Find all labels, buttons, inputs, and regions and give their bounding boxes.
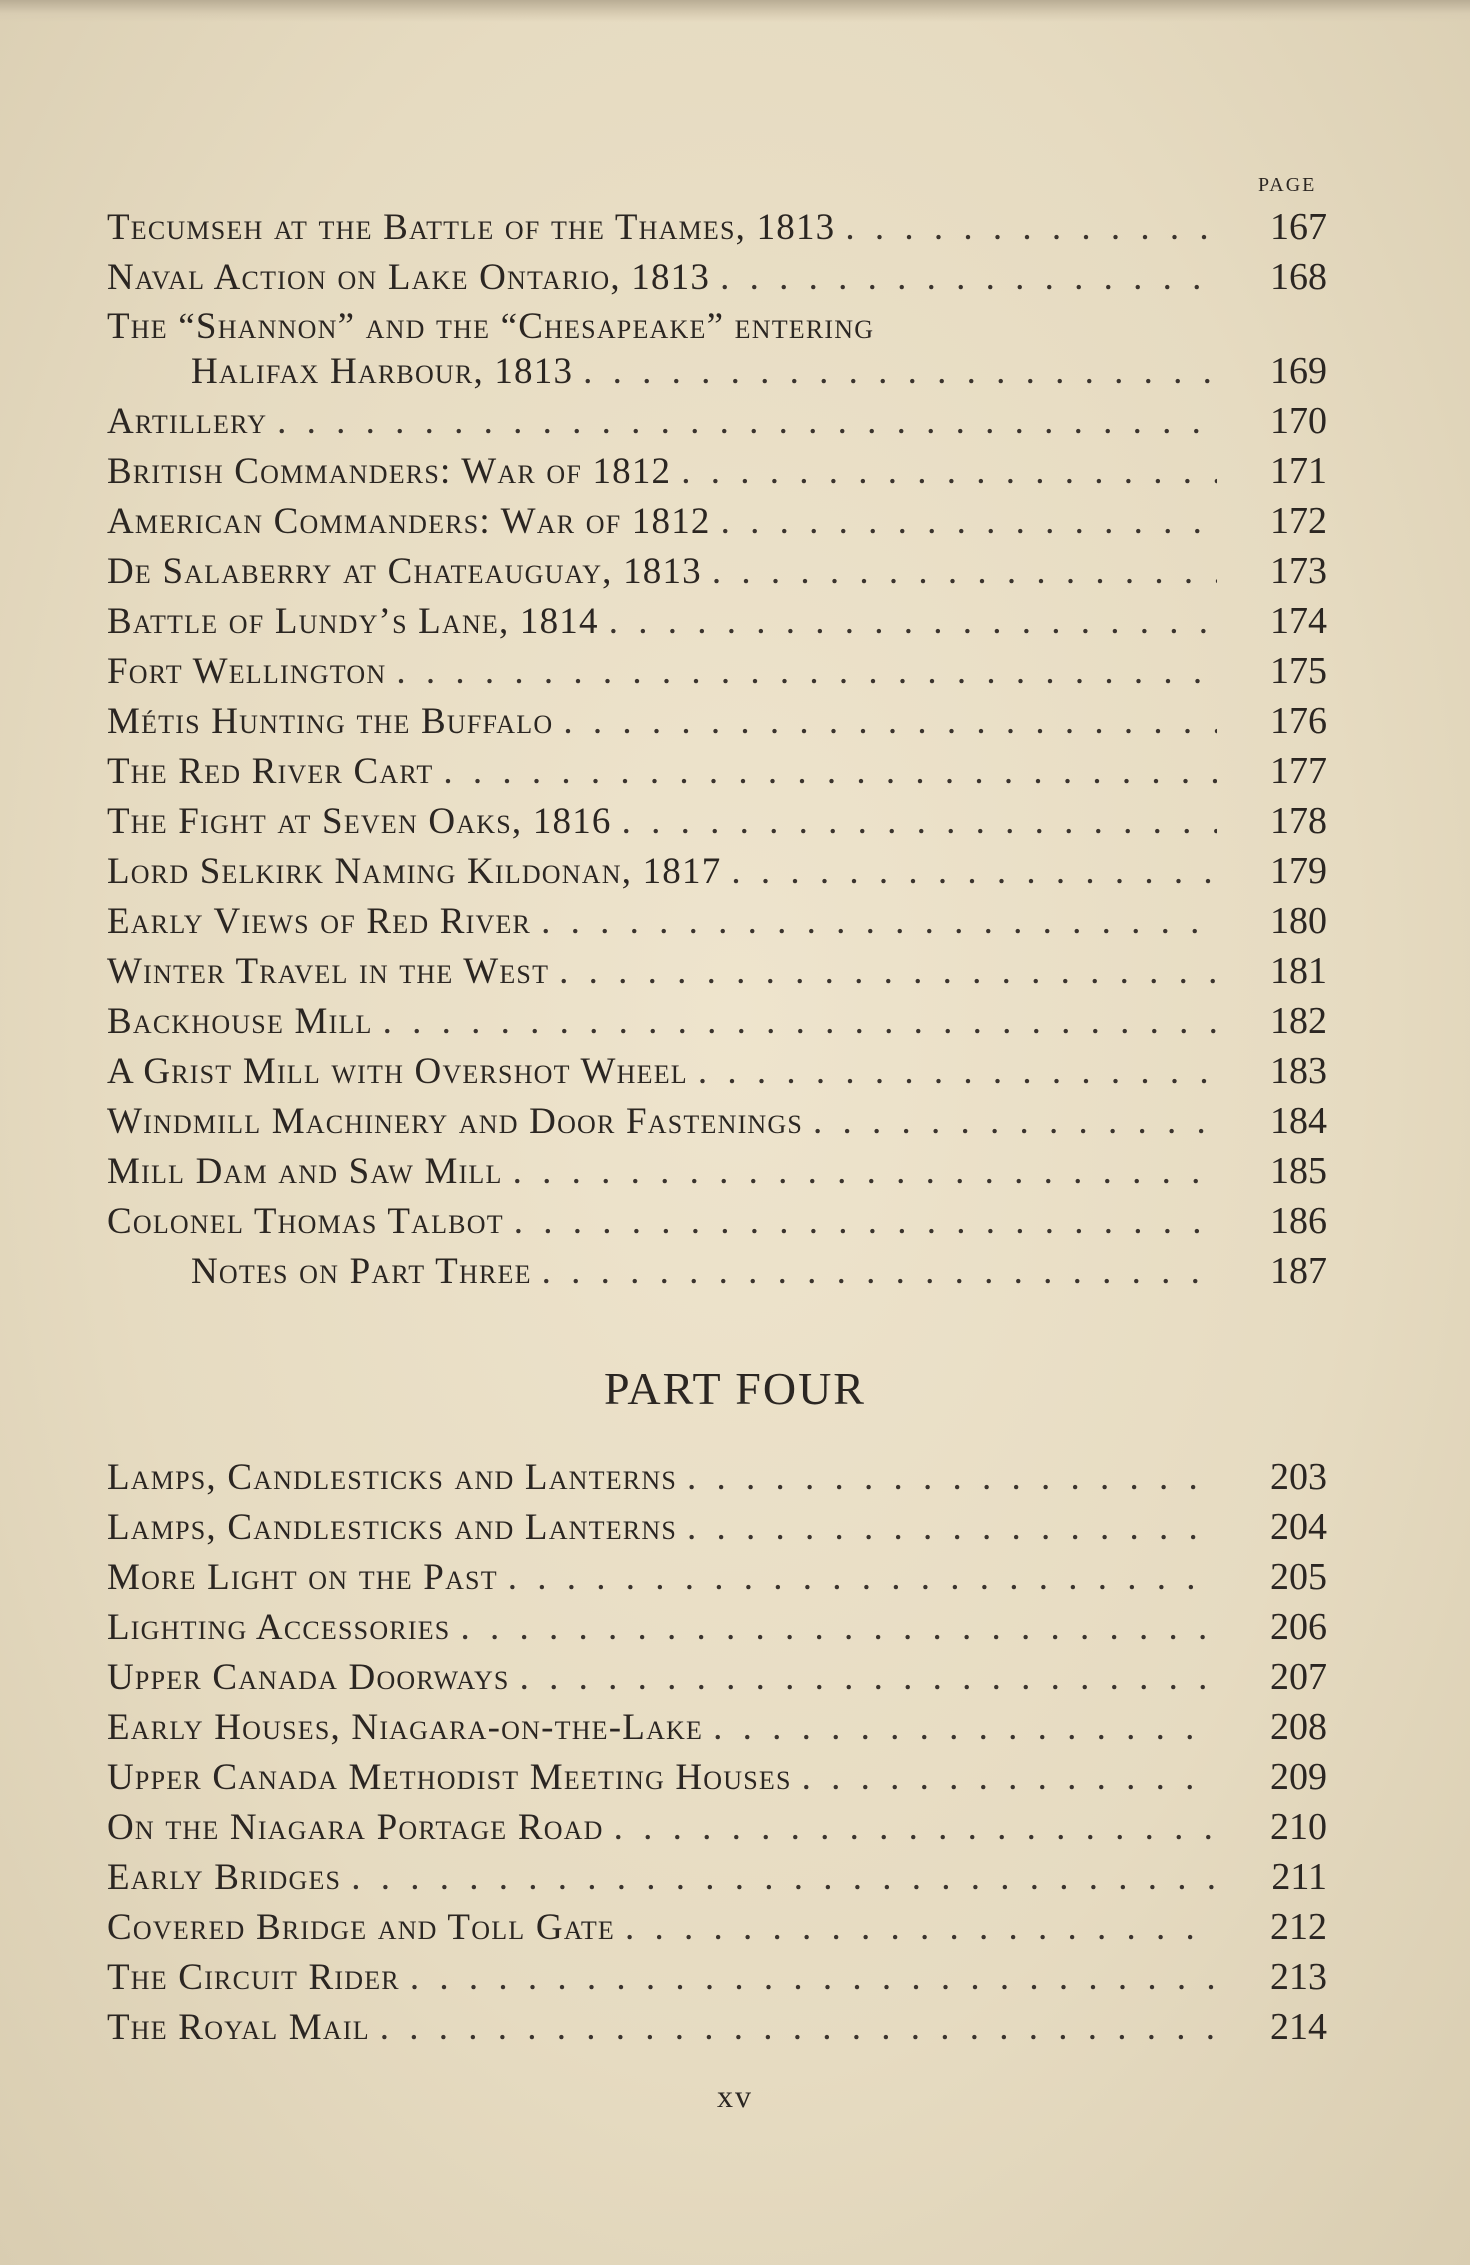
toc-entry	[107, 946, 1327, 996]
part-four-heading: PART FOUR	[604, 1363, 866, 1414]
toc-entry-title: Mill Dam and Saw Mill	[107, 1151, 503, 1192]
toc-entry-page: 180	[1270, 900, 1327, 942]
toc-entry-page: 181	[1270, 950, 1327, 992]
toc-entry	[107, 1852, 1327, 1902]
dot-leader	[688, 1047, 1217, 1097]
toc-entry-page: 211	[1271, 1856, 1327, 1898]
toc-entry	[107, 202, 1327, 252]
toc-entry-title: American Commanders: War of 1812	[107, 501, 711, 542]
dot-leader	[573, 347, 1217, 397]
toc-entry	[107, 1602, 1327, 1652]
page-top-edge	[0, 0, 1470, 22]
toc-entry-title: Lighting Accessories	[107, 1607, 451, 1648]
toc-entry	[107, 996, 1327, 1046]
dot-leader	[450, 1603, 1217, 1653]
toc-entry	[107, 796, 1327, 846]
toc-entry-page: 183	[1270, 1050, 1327, 1092]
toc-entry	[107, 1952, 1327, 2002]
toc-entry-title: On the Niagara Portage Road	[107, 1807, 604, 1848]
toc-entry-title: Upper Canada Doorways	[107, 1657, 510, 1698]
toc-entry-title: Lamps, Candlesticks and Lanterns	[107, 1457, 677, 1498]
toc-entry-page: 206	[1270, 1606, 1327, 1648]
toc-entry-page: 167	[1270, 206, 1327, 248]
toc-entry-title: The Royal Mail	[107, 2007, 370, 2048]
dot-leader	[599, 597, 1217, 647]
dot-leader	[792, 1753, 1217, 1803]
toc-entry-title: Lamps, Candlesticks and Lanterns	[107, 1507, 677, 1548]
toc-entry	[107, 446, 1327, 496]
dot-leader	[615, 1903, 1217, 1953]
toc-entry-page: 214	[1270, 2006, 1327, 2048]
dot-leader	[510, 1653, 1217, 1703]
toc-entry-title: Windmill Machinery and Door Fastenings	[107, 1101, 804, 1142]
toc-entry-page: 178	[1270, 800, 1327, 842]
toc-entry-page: 182	[1270, 1000, 1327, 1042]
dot-leader	[433, 747, 1217, 797]
toc-entry	[107, 846, 1327, 896]
toc-entry	[107, 546, 1327, 596]
toc-entry-page: 171	[1270, 450, 1327, 492]
toc-entry	[107, 1096, 1327, 1146]
dot-leader	[612, 797, 1217, 847]
toc-entry-title: Early Views of Red River	[107, 901, 532, 942]
toc-entry-title: A Grist Mill with Overshot Wheel	[107, 1051, 688, 1092]
dot-leader	[702, 547, 1217, 597]
toc-entry-page: 179	[1270, 850, 1327, 892]
dot-leader	[671, 447, 1217, 497]
toc-entry-page: 168	[1270, 256, 1327, 298]
toc-entry	[107, 496, 1327, 546]
dot-leader	[504, 1197, 1217, 1247]
toc-entry-title: Covered Bridge and Toll Gate	[107, 1907, 616, 1948]
dot-leader	[835, 203, 1217, 253]
dot-leader	[677, 1453, 1217, 1503]
dot-leader	[386, 647, 1217, 697]
dot-leader	[604, 1803, 1217, 1853]
page-folio: xv	[717, 2078, 753, 2114]
toc-entry-page: 177	[1270, 750, 1327, 792]
dot-leader	[803, 1097, 1217, 1147]
dot-leader	[373, 997, 1217, 1047]
toc-entry	[107, 1146, 1327, 1196]
toc-entry-title: Upper Canada Methodist Meeting Houses	[107, 1757, 792, 1798]
toc-entry	[107, 252, 1327, 302]
toc-entry-title: The Circuit Rider	[107, 1957, 400, 1998]
toc-entry-title: Early Houses, Niagara-on-the-Lake	[107, 1707, 704, 1748]
toc-entry-title: The Fight at Seven Oaks, 1816	[107, 801, 612, 842]
dot-leader	[703, 1703, 1217, 1753]
dot-leader	[498, 1553, 1217, 1603]
toc-entry-notes	[107, 1246, 1327, 1296]
dot-leader	[531, 897, 1217, 947]
toc-entry-title: Artillery	[107, 401, 268, 442]
toc-entry-title-line1: The “Shannon” and the “Chesapeake” entering	[107, 306, 875, 347]
dot-leader	[267, 397, 1217, 447]
toc-entry-title: Early Bridges	[107, 1857, 342, 1898]
toc-entry-page: 204	[1270, 1506, 1327, 1548]
dot-leader	[400, 1953, 1217, 2003]
toc-entry-page: 210	[1270, 1806, 1327, 1848]
toc-entry	[107, 1046, 1327, 1096]
toc-entry	[107, 1502, 1327, 1552]
dot-leader	[710, 253, 1217, 303]
toc-entry-title: Colonel Thomas Talbot	[107, 1201, 504, 1242]
toc-entry-title: Battle of Lundy’s Lane, 1814	[107, 601, 599, 642]
toc-entry-page: 175	[1270, 650, 1327, 692]
toc-entry-title: Notes on Part Three	[191, 1251, 532, 1292]
toc-entry-page: 176	[1270, 700, 1327, 742]
toc-entry	[107, 1902, 1327, 1952]
dot-leader	[711, 497, 1217, 547]
toc-entry-page: 208	[1270, 1706, 1327, 1748]
toc-entry	[107, 1452, 1327, 1502]
dot-leader	[677, 1503, 1217, 1553]
toc-entry-page: 170	[1270, 400, 1327, 442]
toc-entry-title: Fort Wellington	[107, 651, 387, 692]
toc-entry-page: 172	[1270, 500, 1327, 542]
toc-entry-page: 186	[1270, 1200, 1327, 1242]
dot-leader	[503, 1147, 1217, 1197]
dot-leader	[532, 1247, 1217, 1297]
toc-entry	[107, 1652, 1327, 1702]
toc-entry-page: 209	[1270, 1756, 1327, 1798]
toc-entry-title: Winter Travel in the West	[107, 951, 550, 992]
toc-entry	[107, 596, 1327, 646]
toc-entry-page: 169	[1270, 350, 1327, 392]
toc-entry-title: British Commanders: War of 1812	[107, 451, 672, 492]
toc-entry-page: 213	[1270, 1956, 1327, 1998]
toc-entry-page: 174	[1270, 600, 1327, 642]
toc-entry-title: Lord Selkirk Naming Kildonan, 1817	[107, 851, 722, 892]
dot-leader	[341, 1853, 1217, 1903]
toc-entry	[107, 346, 1327, 396]
dot-leader	[549, 947, 1217, 997]
toc-entry	[107, 396, 1327, 446]
toc-entry-page: 173	[1270, 550, 1327, 592]
toc-entry-page: 187	[1270, 1250, 1327, 1292]
toc-entry-page: 203	[1270, 1456, 1327, 1498]
toc-entry	[107, 2002, 1327, 2052]
toc-entry-title: Halifax Harbour, 1813	[191, 351, 574, 392]
page-column-label: PAGE	[1258, 174, 1317, 196]
toc-entry	[107, 1196, 1327, 1246]
dot-leader	[553, 697, 1217, 747]
toc-entry-title: Métis Hunting the Buffalo	[107, 701, 554, 742]
toc-entry	[107, 646, 1327, 696]
toc-entry	[107, 896, 1327, 946]
toc-entry-title: More Light on the Past	[107, 1557, 498, 1598]
toc-entry-page: 185	[1270, 1150, 1327, 1192]
toc-entry	[107, 1802, 1327, 1852]
toc-entry-first-line	[107, 302, 1327, 352]
toc-entry-page: 184	[1270, 1100, 1327, 1142]
toc-entry	[107, 1752, 1327, 1802]
toc-entry	[107, 1702, 1327, 1752]
dot-leader	[370, 2003, 1217, 2053]
toc-entry	[107, 746, 1327, 796]
toc-entry-title: Naval Action on Lake Ontario, 1813	[107, 257, 711, 298]
dot-leader	[721, 847, 1217, 897]
toc-entry	[107, 696, 1327, 746]
toc-entry-title: De Salaberry at Chateauguay, 1813	[107, 551, 702, 592]
toc-entry-title: Backhouse Mill	[107, 1001, 373, 1042]
toc-entry-title: Tecumseh at the Battle of the Thames, 1813	[107, 207, 836, 248]
toc-entry-page: 205	[1270, 1556, 1327, 1598]
toc-entry-page: 207	[1270, 1656, 1327, 1698]
toc-entry-page: 212	[1270, 1906, 1327, 1948]
toc-entry-title: The Red River Cart	[107, 751, 434, 792]
toc-entry	[107, 1552, 1327, 1602]
